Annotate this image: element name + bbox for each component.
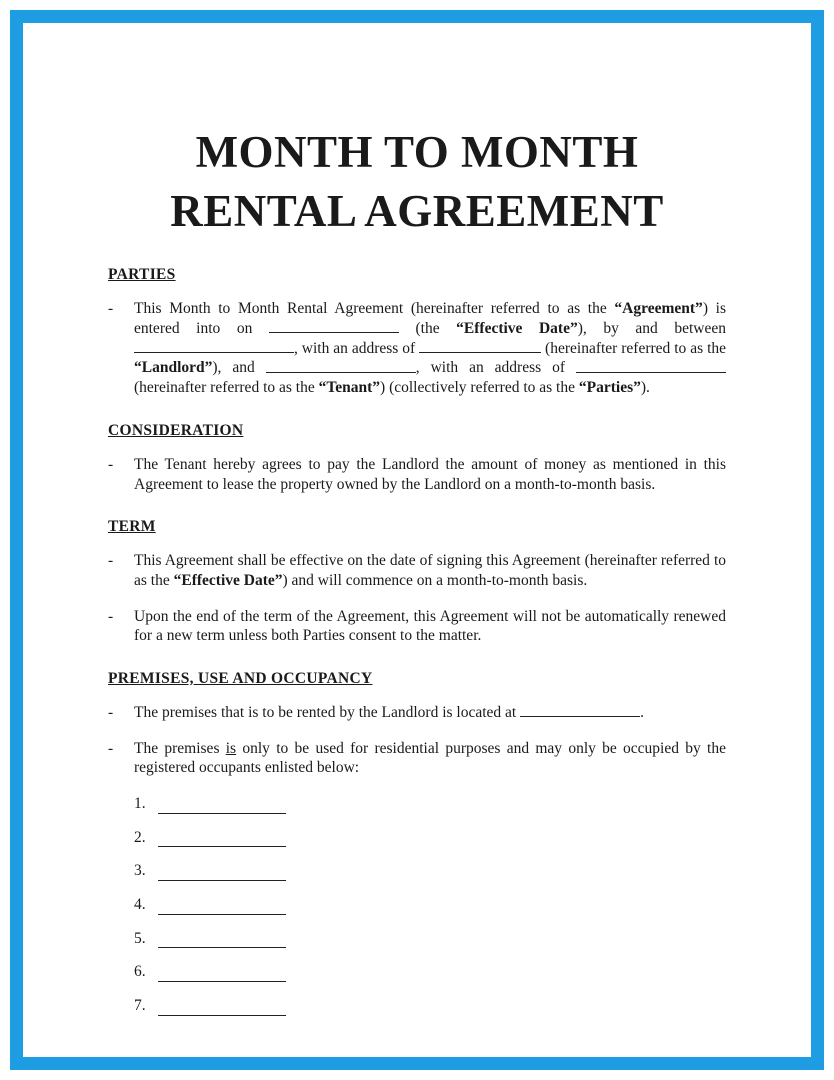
section-heading-parties: PARTIES [108,266,176,283]
bullet-dash: - [108,703,114,721]
paragraph-term-1 [108,551,726,590]
occupant-blank-line [158,830,286,847]
bullet-dash: - [108,455,114,473]
occupant-row [134,929,726,949]
occupant-number: 4. [134,896,146,914]
document-title-line2: RENTAL AGREEMENT [170,185,664,236]
occupant-number: 3. [134,862,146,880]
occupant-number: 7. [134,997,146,1015]
section-heading-premises: PREMISES, USE AND OCCUPANCY [108,669,373,687]
bullet-dash: - [108,300,114,317]
paragraph-text: The premises that is to be rented by the Landlord is located at . [134,704,644,722]
paragraph-term-2 [108,607,726,646]
paragraph-text: Upon the end of the term of the Agreement, this Agreement will not be automatically renewed for a new term unless both Parties consent to the matter. [134,607,726,645]
paragraph-text: This Month to Month Rental Agreement (hereinafter referred to as the “Agreement”) is entered into on (the “Effective Date”), by and between , with an address of (hereinafter referred to as the “Landlord”), and , with an address of (hereinafter referred to as the “Tenant”) (collectively referred to as the “Parties”). [134,300,726,397]
blank-line [269,319,399,333]
blank-line [576,358,726,372]
occupant-number: 6. [134,963,146,981]
occupant-blank-line [158,864,286,881]
occupant-row [134,861,726,881]
occupant-blank-line [158,999,286,1016]
paragraph-parties-1 [108,299,726,398]
occupant-blank-line [158,931,286,948]
blank-line [520,703,640,717]
occupant-row [134,962,726,982]
document-title [108,123,726,240]
occupant-row [134,996,726,1016]
paragraph-premises-1 [108,703,726,723]
bullet-dash: - [108,607,114,625]
occupant-number: 5. [134,929,146,947]
occupant-list [108,794,726,1016]
occupant-blank-line [158,898,286,915]
blank-line [266,358,416,372]
blank-line [419,339,541,353]
occupant-blank-line [158,965,286,982]
blank-line [134,339,294,353]
page-frame [10,10,824,1070]
bullet-dash: - [108,739,114,757]
occupant-row [134,794,726,814]
section-heading-consideration: CONSIDERATION [108,421,244,439]
paragraph-text: The Tenant hereby agrees to pay the Landlord the amount of money as mentioned in this Agreement to lease the property owned by the Landlord on a month-to-month basis. [134,455,726,493]
document-title-line1: MONTH TO MONTH [195,127,639,177]
occupant-number: 2. [134,828,146,846]
bullet-dash: - [108,552,114,570]
occupant-row [134,895,726,915]
section-heading-term: TERM [108,518,156,536]
paragraph-text: This Agreement shall be effective on the date of signing this Agreement (hereinafter referred to as the “Effective Date”) and will commence on a month-to-month basis. [134,552,726,589]
paragraph-text: The premises is only to be used for residential purposes and may only be occupied by the registered occupants enlisted below: [134,739,726,777]
occupant-row [134,828,726,848]
occupant-number: 1. [134,795,146,813]
paragraph-premises-2 [108,739,726,778]
occupant-blank-line [158,797,286,814]
document-body [23,23,811,1016]
paragraph-consideration-1 [108,455,726,494]
